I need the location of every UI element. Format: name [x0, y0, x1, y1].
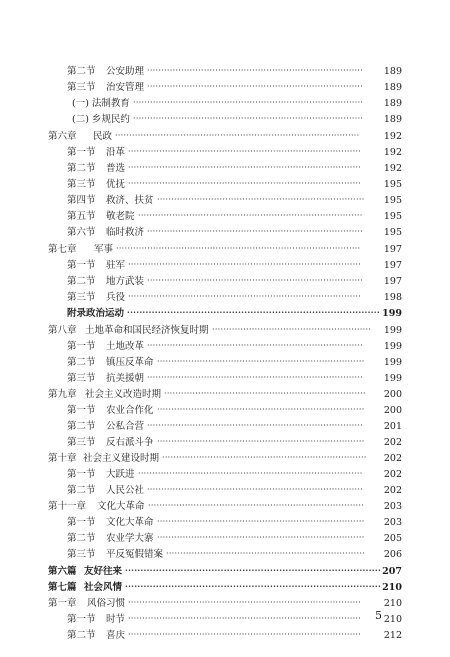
toc-entry-page: 202: [383, 453, 402, 464]
toc-entry-page: 189: [383, 66, 402, 77]
toc-entry-page: 197: [383, 260, 402, 271]
toc-entry: [0, 499, 450, 514]
toc-entry: [0, 467, 450, 482]
toc-entry-title: 兵役: [106, 292, 126, 303]
dot-leader: ············································································: [147, 373, 364, 382]
toc-entry-title: 社会风情: [84, 582, 123, 593]
toc-entry: [0, 547, 450, 562]
dot-leader: ·········································································: [157, 405, 365, 414]
toc-entry-label: 第三节: [67, 292, 96, 303]
toc-entry-label: 第二节: [67, 66, 96, 77]
dot-leader: ·········································································: [157, 357, 365, 366]
toc-entry-title: 地方武装: [106, 276, 145, 287]
toc-entry-page: 195: [383, 227, 402, 238]
dot-leader: ············································································: [147, 421, 364, 430]
toc-entry: [0, 258, 450, 273]
toc-entry-label: 第六篇: [48, 566, 77, 577]
toc-entry-title: 社会主义改造时期: [85, 389, 162, 400]
toc-entry-title: 人民公社: [106, 485, 145, 496]
toc-entry-title: 治安管理: [106, 82, 145, 93]
toc-entry: [0, 64, 450, 79]
dot-leader: ··················································································: [128, 614, 362, 623]
toc-entry-title: 救济、扶贫: [106, 195, 154, 206]
toc-entry-page: 202: [383, 469, 402, 480]
toc-entry-label: 第二节: [67, 421, 96, 432]
toc-entry-title: 社会主义建设时期: [83, 453, 160, 464]
dot-leader: ············································································: [147, 485, 364, 494]
toc-entry: [0, 145, 450, 160]
toc-entry: [0, 612, 450, 627]
toc-entry-title: 军事: [94, 244, 114, 255]
dot-leader: ··················································································: [128, 179, 362, 188]
toc-entry-label: 第九章: [48, 389, 77, 400]
toc-entry-label: 第一节: [67, 614, 96, 625]
toc-entry-title: 土地改革: [106, 341, 145, 352]
toc-entry-title: (一) 法制教育: [72, 98, 130, 109]
dot-leader: ···············································································: [138, 469, 363, 478]
page-number: 5: [375, 609, 382, 622]
toc-entry-page: 192: [383, 163, 402, 174]
dot-leader: ·················································································: [133, 114, 364, 123]
toc-entry-page: 195: [383, 211, 402, 222]
toc-entry-label: 第四节: [67, 195, 96, 206]
toc-entry: [0, 403, 450, 418]
dot-leader: ··················································································: [128, 292, 362, 301]
toc-entry: [0, 371, 450, 386]
toc-entry-label: 第三节: [67, 437, 96, 448]
toc-entry-title: 大跃进: [106, 469, 135, 480]
toc-entry-page: 203: [383, 517, 402, 528]
toc-entry-page: 202: [383, 485, 402, 496]
toc-entry-label: 第一节: [67, 147, 96, 158]
toc-entry: [0, 515, 450, 530]
toc-entry-title: 文化大革命: [106, 517, 154, 528]
toc-entry-page: 189: [383, 82, 402, 93]
toc-entry-title: 普选: [106, 163, 126, 174]
toc-entry-page: 195: [383, 179, 402, 190]
toc-entry-label: 第七篇: [48, 582, 77, 593]
toc-entry: [0, 96, 450, 111]
toc-entry-label: 第三节: [67, 179, 96, 190]
toc-entry-label: 第一节: [67, 405, 96, 416]
toc-entry-page: 203: [383, 501, 402, 512]
toc-entry-page: 212: [383, 630, 402, 641]
toc-entry: [0, 451, 450, 466]
toc-entry-page: 197: [383, 276, 402, 287]
dot-leader: ············································································: [147, 341, 364, 350]
toc-entry: [0, 339, 450, 354]
dot-leader: ·······································································: [164, 389, 366, 398]
toc-entry: [0, 161, 450, 176]
toc-entry-page: 201: [383, 421, 402, 432]
dot-leader: ············································································: [147, 227, 364, 236]
dot-leader: ············································································: [147, 276, 364, 285]
toc-entry-label: 第三节: [67, 549, 96, 560]
toc-entry-title: 抗美援朝: [106, 373, 145, 384]
toc-entry-page: 198: [383, 292, 402, 303]
dot-leader: ··················································································: [128, 598, 362, 607]
toc-entry-title: 临时救济: [106, 227, 145, 238]
dot-leader: ·········································································: [157, 195, 365, 204]
toc-entry-label: 第二节: [67, 485, 96, 496]
toc-entry: [0, 435, 450, 450]
dot-leader: ························································: [212, 325, 372, 334]
toc-entry: [0, 580, 450, 595]
dot-leader: ···················································································: [125, 581, 382, 591]
dot-leader: ·········································································: [157, 437, 365, 446]
toc-entry-label: 第八章: [48, 325, 77, 336]
toc-entry-title: 喜庆: [106, 630, 126, 641]
toc-entry: [0, 242, 450, 257]
toc-entry-label: 第五节: [67, 211, 96, 222]
toc-entry-label: 第三节: [67, 82, 96, 93]
dot-leader: ············································································: [147, 82, 364, 91]
toc-entry: [0, 419, 450, 434]
toc-entry-page: 197: [383, 244, 402, 255]
toc-entry: [0, 225, 450, 240]
toc-entry-title: 农业学大寨: [106, 533, 154, 544]
dot-leader: ············································································: [148, 501, 365, 510]
toc-entry-page: 210: [383, 598, 402, 609]
toc-entry: [0, 290, 450, 305]
toc-entry-page: 200: [383, 405, 402, 416]
toc-entry-title: 驻军: [106, 260, 126, 271]
dot-leader: ··················································································: [128, 147, 362, 156]
toc-entry-page: 192: [383, 131, 402, 142]
dot-leader: ······································································: [166, 549, 366, 558]
toc-entry: [0, 628, 450, 643]
toc-entry-title: (二) 乡规民约: [72, 114, 130, 125]
toc-entry: [0, 209, 450, 224]
toc-entry-title: 公私合营: [106, 421, 145, 432]
toc-entry-page: 210: [383, 614, 402, 625]
toc-entry-page: 210: [382, 582, 402, 593]
toc-entry-title: 敬老院: [106, 211, 135, 222]
dot-leader: ·········································································: [157, 517, 365, 526]
dot-leader: ···················································································: [125, 565, 382, 575]
toc-entry-label: 第一节: [67, 341, 96, 352]
toc-entry-label: 第一节: [67, 469, 96, 480]
toc-entry: [0, 129, 450, 144]
toc-entry: [0, 177, 450, 192]
toc-entry-label: 第六节: [67, 227, 96, 238]
toc-entry-title: 平反冤假错案: [106, 549, 164, 560]
toc-entry-title: 友好往来: [84, 566, 123, 577]
dot-leader: ··················································································: [128, 630, 362, 639]
toc-entry-title: 优抚: [106, 179, 126, 190]
toc-entry-label: 第一节: [67, 260, 96, 271]
toc-entry-label: 第二节: [67, 276, 96, 287]
toc-entry-page: 205: [383, 533, 402, 544]
toc-entry-page: 199: [383, 341, 402, 352]
toc-entry-page: 202: [383, 437, 402, 448]
toc-entry-page: 199: [383, 325, 402, 336]
dot-leader: ·················································································: [133, 98, 364, 107]
toc-entry-title: 反右派斗争: [106, 437, 154, 448]
dot-leader: ···············································································: [138, 211, 363, 220]
toc-entry-label: 第二节: [67, 357, 96, 368]
toc-entry-title: 文化大革命: [97, 501, 145, 512]
toc-entry: [0, 483, 450, 498]
toc-entry: [0, 323, 450, 338]
toc-entry: [0, 596, 450, 611]
toc-entry-page: 192: [383, 147, 402, 158]
toc-entry: [0, 80, 450, 95]
toc-entry-title: 公安助理: [106, 66, 145, 77]
toc-entry-page: 206: [383, 549, 402, 560]
toc-entry-label: 第六章: [48, 131, 77, 142]
dot-leader: ········································································: [162, 453, 367, 462]
toc-entry-title: 镇压反革命: [106, 357, 154, 368]
toc-entry: [0, 564, 450, 579]
toc-entry: [0, 112, 450, 127]
toc-entry-page: 195: [383, 195, 402, 206]
toc-entry-page: 199: [383, 373, 402, 384]
toc-entry: [0, 387, 450, 402]
dot-leader: ······················································································: [116, 244, 361, 253]
toc-entry: [0, 193, 450, 208]
toc-entry-label: 第二节: [67, 163, 96, 174]
dot-leader: ············································································: [147, 66, 364, 75]
toc-entry-title: 时节: [106, 614, 126, 625]
toc-entry-label: 第十章: [48, 453, 77, 464]
toc-entry-title: 风俗习惯: [87, 598, 126, 609]
toc-entry-label: 第二节: [67, 630, 96, 641]
toc-entry-page: 200: [383, 389, 402, 400]
toc-entry-page: 199: [382, 308, 402, 319]
toc-entry-label: 第七章: [48, 244, 77, 255]
toc-entry-page: 189: [383, 98, 402, 109]
toc-entry-title: 附录政治运动: [67, 308, 125, 319]
toc-entry-title: 农业合作化: [106, 405, 154, 416]
toc-entry-label: 第一节: [67, 517, 96, 528]
dot-leader: ··················································································: [128, 163, 362, 172]
dot-leader: ··················································································: [128, 260, 362, 269]
toc-entry: [0, 531, 450, 546]
toc-entry: [0, 274, 450, 289]
toc-entry-title: 民政: [93, 131, 113, 142]
toc-entry: [0, 355, 450, 370]
toc-entry-title: 土地革命和国民经济恢复时期: [85, 325, 209, 336]
toc-entry-page: 199: [383, 357, 402, 368]
toc-entry-label: 第三节: [67, 373, 96, 384]
toc-entry-title: 沿革: [106, 147, 126, 158]
toc-entry: [0, 306, 450, 321]
toc-entry-label: 第一章: [48, 598, 77, 609]
dot-leader: ······················································································: [115, 131, 360, 140]
toc-entry-page: 207: [382, 566, 402, 577]
toc-entry-label: 第十一章: [48, 501, 87, 512]
dot-leader: ··················································································: [127, 307, 380, 317]
toc-entry-page: 189: [383, 114, 402, 125]
toc-entry-label: 第二节: [67, 533, 96, 544]
dot-leader: ·········································································: [157, 533, 365, 542]
